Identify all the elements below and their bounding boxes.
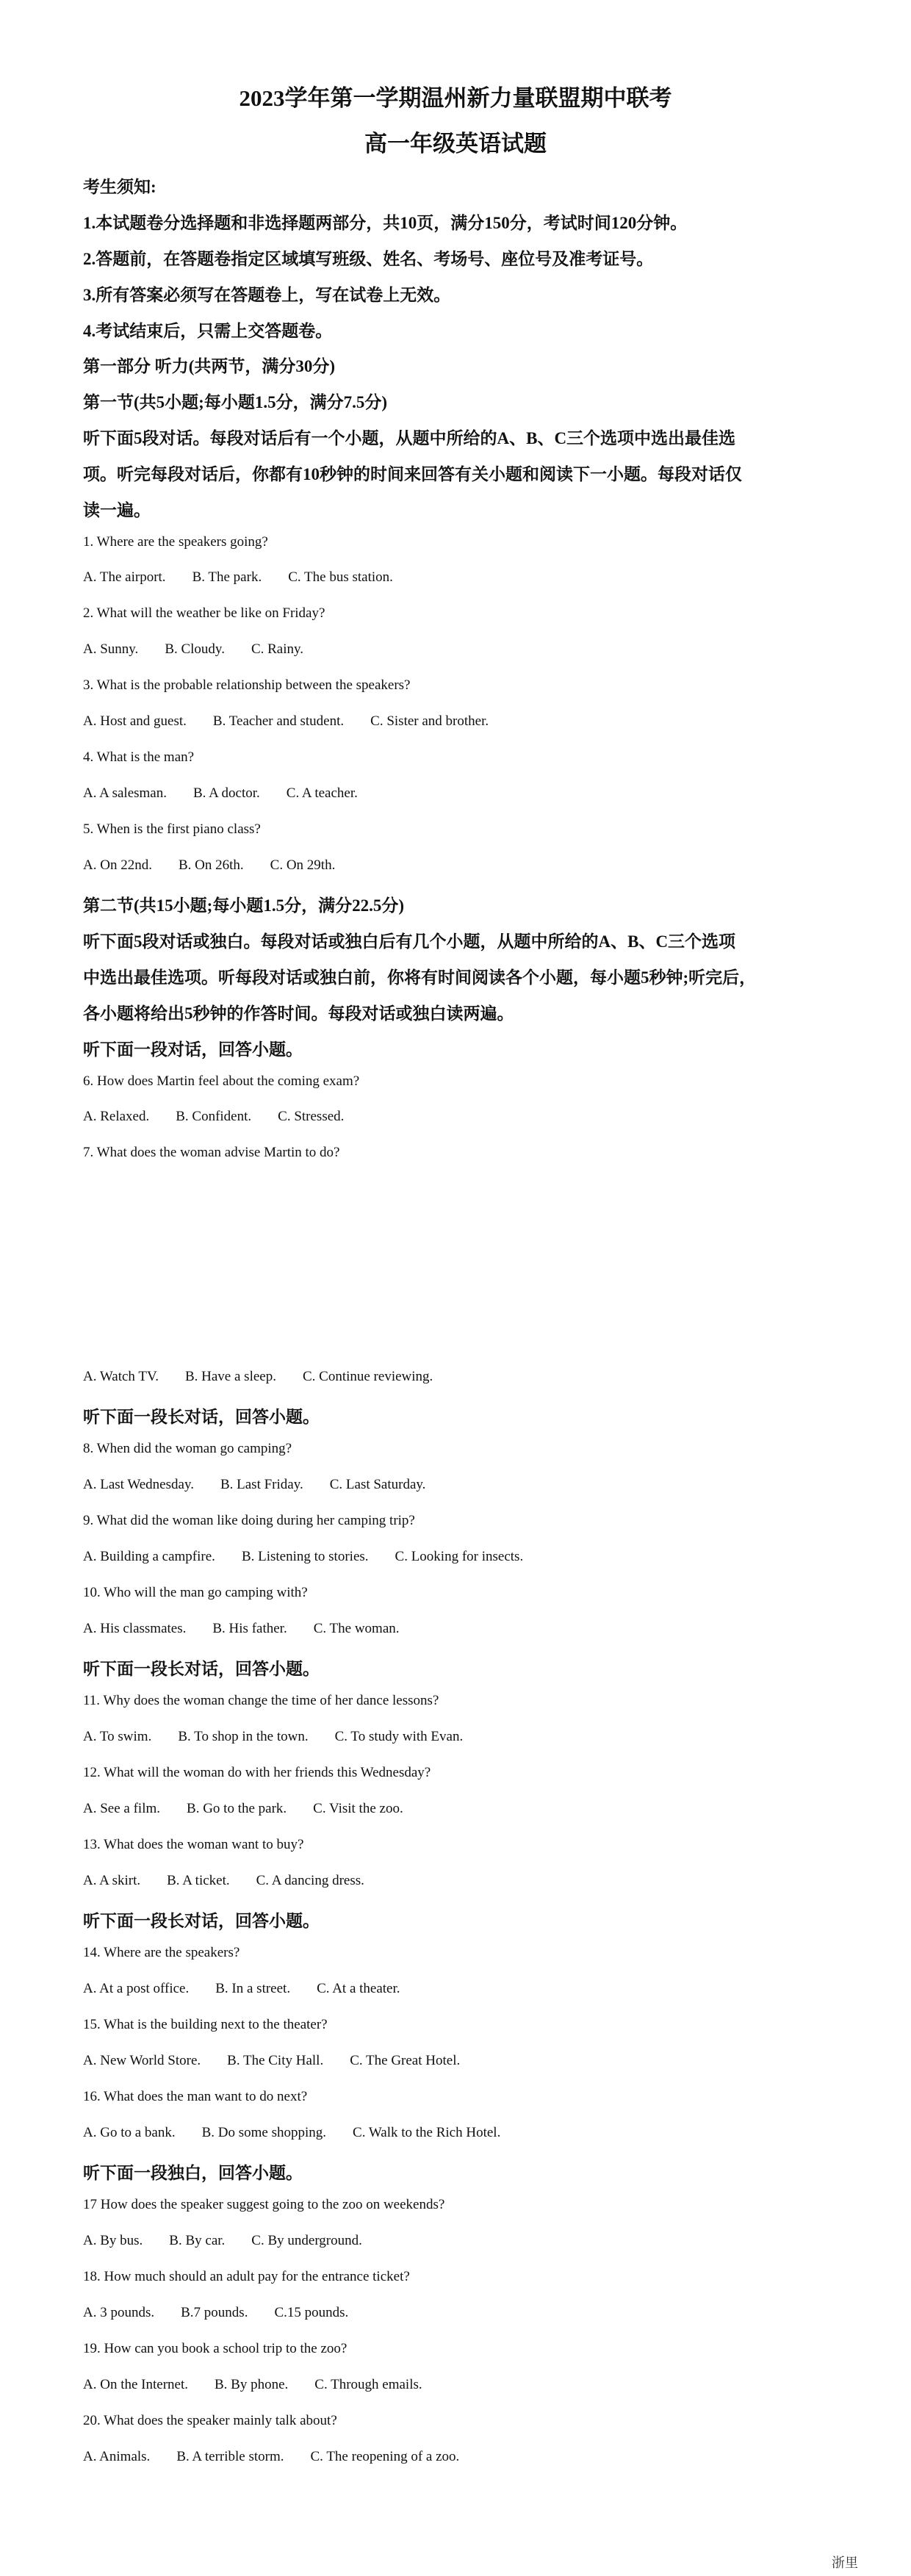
question-8: 8. When did the woman go camping? (83, 1441, 292, 1456)
question-19: 19. How can you book a school trip to the zoo? (83, 2341, 348, 2356)
options-20 (83, 2449, 486, 2465)
option-c: C. Looking for insects. (395, 1549, 524, 1564)
option-a: A. Last Wednesday. (83, 1477, 194, 1492)
section1-instructions: 听下面5段对话。每段对话后有一个小题，从题中所给的A、B、C三个选项中选出最佳选 (83, 429, 736, 447)
option-a: A. At a post office. (83, 1981, 190, 1996)
option-a: A. On the Internet. (83, 2377, 188, 2392)
notice-item: 1.本试题卷分选择题和非选择题两部分，共10页，满分150分，考试时间120分钟。 (83, 214, 688, 232)
option-a: A. A salesman. (83, 785, 167, 801)
options-3 (83, 713, 515, 730)
options-18 (83, 2305, 375, 2321)
option-b: B. By car. (169, 2233, 226, 2248)
question-4: 4. What is the man? (83, 749, 195, 765)
options-16 (83, 2125, 527, 2141)
option-a: A. Building a campfire. (83, 1549, 215, 1564)
option-b: B. Teacher and student. (212, 713, 345, 729)
footer-mark: 浙里 (832, 2555, 858, 2570)
question-3: 3. What is the probable relationship between the speakers? (83, 677, 411, 693)
options-19 (83, 2377, 449, 2393)
options-4 (83, 785, 384, 802)
question-11: 11. Why does the woman change the time of her dance lessons? (83, 1693, 439, 1708)
option-b: B. A terrible storm. (176, 2449, 284, 2464)
question-9: 9. What did the woman like doing during her camping trip? (83, 1513, 415, 1528)
question-10: 10. Who will the man go camping with? (83, 1585, 308, 1600)
notice-item: 2.答题前，在答题卷指定区域填写班级、姓名、考场号、座位号及准考证号。 (83, 250, 654, 268)
option-a: A. See a film. (83, 1801, 161, 1816)
section1-heading: 第一节(共5小题;每小题1.5分，满分7.5分) (83, 393, 387, 411)
option-a: A. Watch TV. (83, 1369, 159, 1384)
option-b: B. Listening to stories. (241, 1549, 369, 1564)
option-c: C. The bus station. (288, 569, 393, 585)
question-14: 14. Where are the speakers? (83, 1945, 240, 1960)
notice-item: 4.考试结束后，只需上交答题卷。 (83, 322, 333, 340)
dialogue-label: 听下面一段长对话，回答小题。 (83, 1912, 320, 1930)
section2-heading: 第二节(共15小题;每小题1.5分，满分22.5分) (83, 896, 404, 915)
dialogue-label: 听下面一段对话，回答小题。 (83, 1040, 303, 1059)
option-c: C. Through emails. (314, 2377, 422, 2392)
notice-heading: 考生须知: (83, 178, 156, 196)
option-b: B. To shop in the town. (178, 1729, 309, 1744)
question-18: 18. How much should an adult pay for the entrance ticket? (83, 2269, 410, 2284)
option-b: B. A ticket. (167, 1873, 230, 1888)
part1-heading: 第一部分 听力(共两节，满分30分) (83, 357, 336, 375)
option-a: A. On 22nd. (83, 857, 152, 873)
option-c: C. At a theater. (317, 1981, 400, 1996)
question-15: 15. What is the building next to the theater? (83, 2017, 328, 2032)
question-2: 2. What will the weather be like on Friday? (83, 605, 325, 621)
option-c: C. By underground. (251, 2233, 362, 2248)
options-11 (83, 1729, 489, 1745)
section1-instructions: 项。听完每段对话后，你都有10秒钟的时间来回答有关小题和阅读下一小题。每段对话仅 (83, 465, 742, 483)
options-14 (83, 1981, 427, 1997)
options-15 (83, 2053, 486, 2069)
option-c: C.15 pounds. (274, 2305, 349, 2320)
option-a: A. Go to a bank. (83, 2125, 176, 2140)
option-c: C. Sister and brother. (370, 713, 489, 729)
option-b: B. Last Friday. (220, 1477, 303, 1492)
options-10 (83, 1621, 426, 1637)
option-a: A. New World Store. (83, 2053, 201, 2068)
options-8 (83, 1477, 452, 1493)
option-b: B. His father. (212, 1621, 287, 1636)
question-7: 7. What does the woman advise Martin to do? (83, 1145, 340, 1160)
option-c: C. Continue reviewing. (302, 1369, 433, 1384)
options-13 (83, 1873, 391, 1889)
options-7 (83, 1369, 459, 1385)
option-a: A. To swim. (83, 1729, 152, 1744)
option-c: C. The woman. (313, 1621, 400, 1636)
options-17 (83, 2233, 389, 2249)
option-a: A. His classmates. (83, 1621, 187, 1636)
option-a: A. Relaxed. (83, 1109, 150, 1124)
option-b: B. Cloudy. (165, 641, 225, 657)
option-c: C. A dancing dress. (256, 1873, 364, 1888)
option-b: B. In a street. (215, 1981, 291, 1996)
option-c: C. To study with Evan. (334, 1729, 464, 1744)
options-9 (83, 1549, 550, 1565)
option-c: C. On 29th. (270, 857, 336, 873)
option-b: B. Go to the park. (187, 1801, 287, 1816)
option-c: C. The reopening of a zoo. (310, 2449, 460, 2464)
section2-instructions: 听下面5段对话或独白。每段对话或独白后有几个小题，从题中所给的A、B、C三个选项 (83, 932, 736, 951)
option-a: A. 3 pounds. (83, 2305, 155, 2320)
question-5: 5. When is the first piano class? (83, 821, 261, 837)
options-12 (83, 1801, 430, 1817)
options-5 (83, 857, 361, 874)
option-c: C. Last Saturday. (329, 1477, 426, 1492)
option-b: B. By phone. (214, 2377, 289, 2392)
exam-subtitle: 高一年级英语试题 (364, 131, 547, 156)
dialogue-label: 听下面一段长对话，回答小题。 (83, 1408, 320, 1426)
question-16: 16. What does the man want to do next? (83, 2089, 308, 2104)
option-a: A. The airport. (83, 569, 166, 585)
option-c: C. Walk to the Rich Hotel. (353, 2125, 501, 2140)
option-a: A. Host and guest. (83, 713, 187, 729)
section1-instructions: 读一遍。 (83, 501, 151, 519)
option-b: B. The park. (192, 569, 262, 585)
option-b: B. Do some shopping. (201, 2125, 327, 2140)
question-17: 17 How does the speaker suggest going to the zoo on weekends? (83, 2197, 445, 2212)
question-13: 13. What does the woman want to buy? (83, 1837, 304, 1852)
option-a: A. Animals. (83, 2449, 151, 2464)
options-2 (83, 641, 330, 658)
option-c: C. Visit the zoo. (313, 1801, 403, 1816)
exam-title: 2023学年第一学期温州新力量联盟期中联考 (239, 85, 672, 111)
options-6 (83, 1109, 370, 1125)
notice-item: 3.所有答案必须写在答题卷上，写在试卷上无效。 (83, 286, 451, 304)
monologue-label: 听下面一段独白，回答小题。 (83, 2164, 303, 2182)
option-a: A. By bus. (83, 2233, 143, 2248)
option-b: B. A doctor. (193, 785, 260, 801)
dialogue-label: 听下面一段长对话，回答小题。 (83, 1660, 320, 1678)
option-a: A. A skirt. (83, 1873, 141, 1888)
option-b: B. The City Hall. (227, 2053, 324, 2068)
question-1: 1. Where are the speakers going? (83, 534, 268, 550)
option-c: C. Stressed. (278, 1109, 345, 1124)
section2-instructions: 各小题将给出5秒钟的作答时间。每段对话或独白读两遍。 (83, 1004, 514, 1023)
question-6: 6. How does Martin feel about the coming exam? (83, 1073, 360, 1089)
section2-instructions: 中选出最佳选项。听每段对话或独白前，你将有时间阅读各个小题，每小题5秒钟;听完后， (83, 968, 757, 987)
question-12: 12. What will the woman do with her friends this Wednesday? (83, 1765, 431, 1780)
question-20: 20. What does the speaker mainly talk about? (83, 2413, 337, 2428)
option-c: C. The Great Hotel. (350, 2053, 461, 2068)
option-a: A. Sunny. (83, 641, 139, 657)
option-b: B. Have a sleep. (184, 1369, 276, 1384)
option-b: B. Confident. (176, 1109, 252, 1124)
option-c: C. A teacher. (286, 785, 358, 801)
option-b: B.7 pounds. (181, 2305, 248, 2320)
options-1 (83, 569, 420, 586)
option-b: B. On 26th. (178, 857, 244, 873)
option-c: C. Rainy. (251, 641, 304, 657)
